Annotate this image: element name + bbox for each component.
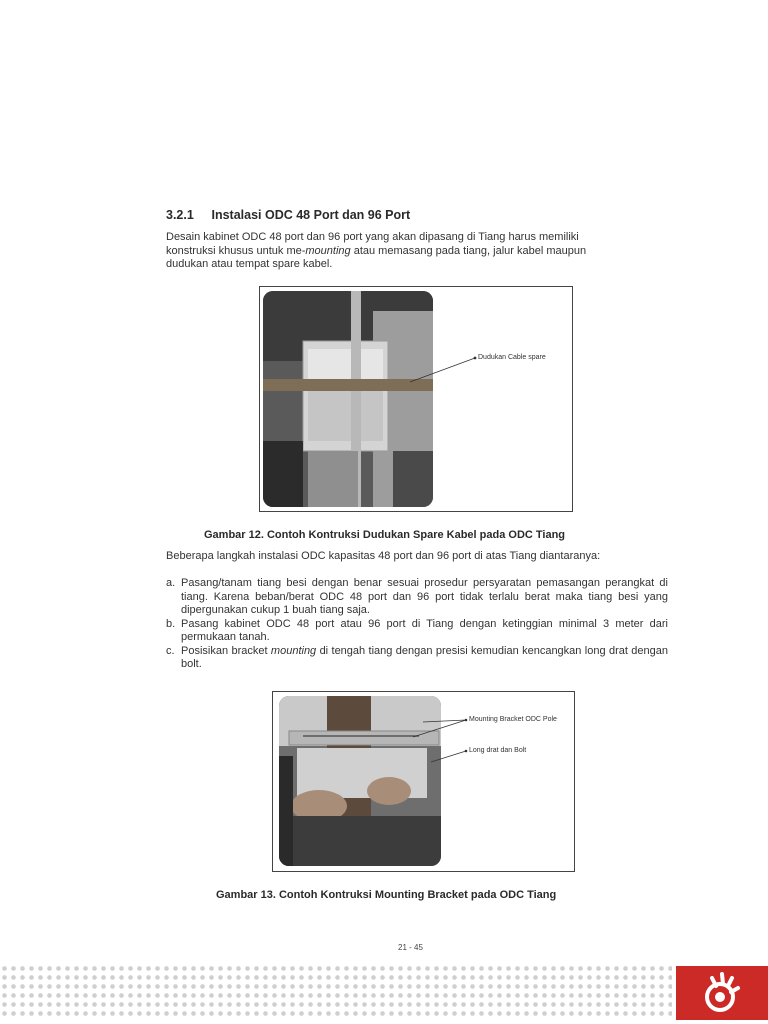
intro-line-3: dudukan atau tempat spare kabel. (166, 258, 333, 270)
footer-pattern-band (0, 964, 672, 1020)
intro-line-1: Desain kabinet ODC 48 port dan 96 port yang akan dipasang di Tiang harus memiliki (166, 231, 579, 243)
step-c-text-start: Posisikan bracket (181, 644, 271, 657)
page-number: 21 - 45 (398, 943, 423, 952)
step-marker: b. (166, 617, 176, 630)
step-c-text-end: di tengah tiang dengan presisi kemudian kencangkan long drat dengan bolt. (181, 644, 669, 670)
steps-list (166, 577, 668, 672)
intro-line-2 (166, 245, 668, 259)
figure-13-callout-bracket: Mounting Bracket ODC Pole (469, 716, 557, 723)
step-marker: c. (166, 644, 175, 657)
figure-13 (272, 691, 575, 872)
steps-intro: Beberapa langkah instalasi ODC kapasitas 48 port dan 96 port di atas Tiang diantaranya: (166, 550, 601, 562)
footer-logo (676, 966, 768, 1020)
step-text: Pasang kabinet ODC 48 port atau 96 port di Tiang dengan ketinggian minimal 3 meter dari permukaan tanah. (181, 617, 668, 643)
figure-13-callout-bolt: Long drat dan Bolt (469, 747, 527, 754)
step-marker: a. (166, 577, 176, 589)
step-c-italic: mounting (270, 644, 317, 657)
section-title: Instalasi ODC 48 Port dan 96 Port (211, 208, 411, 222)
intro-line-2-italic: mounting (305, 244, 351, 257)
intro-line-2-start: konstruksi khusus untuk me- (166, 244, 306, 257)
section-heading (166, 208, 410, 222)
figure-12-callout: Dudukan Cable spare (478, 354, 546, 361)
figure-12-caption: Gambar 12. Contoh Kontruksi Dudukan Spare Kabel pada ODC Tiang (204, 529, 566, 541)
step-text: Pasang/tanam tiang besi dengan benar sesuai prosedur persyaratan pemasangan perangkat di tiang. Karena beban/berat ODC 48 port dan 96 port tidak terlalu berat maka tiang besi yang dipergunakan cukup 1 buah tiang saja. (181, 577, 668, 616)
intro-line-2-end: atau memasang pada tiang, jalur kabel maupun (350, 244, 587, 257)
step-c (166, 645, 668, 672)
figure-12 (259, 286, 573, 512)
figure-12-callout-line (260, 287, 574, 513)
step-text (181, 645, 668, 671)
step-b (166, 618, 668, 645)
telkom-logo-icon (676, 966, 768, 1020)
intro-paragraph (166, 231, 668, 272)
section-number: 3.2.1 (166, 208, 194, 222)
step-a (166, 577, 668, 618)
figure-13-caption: Gambar 13. Contoh Kontruksi Mounting Bracket pada ODC Tiang (216, 889, 557, 901)
